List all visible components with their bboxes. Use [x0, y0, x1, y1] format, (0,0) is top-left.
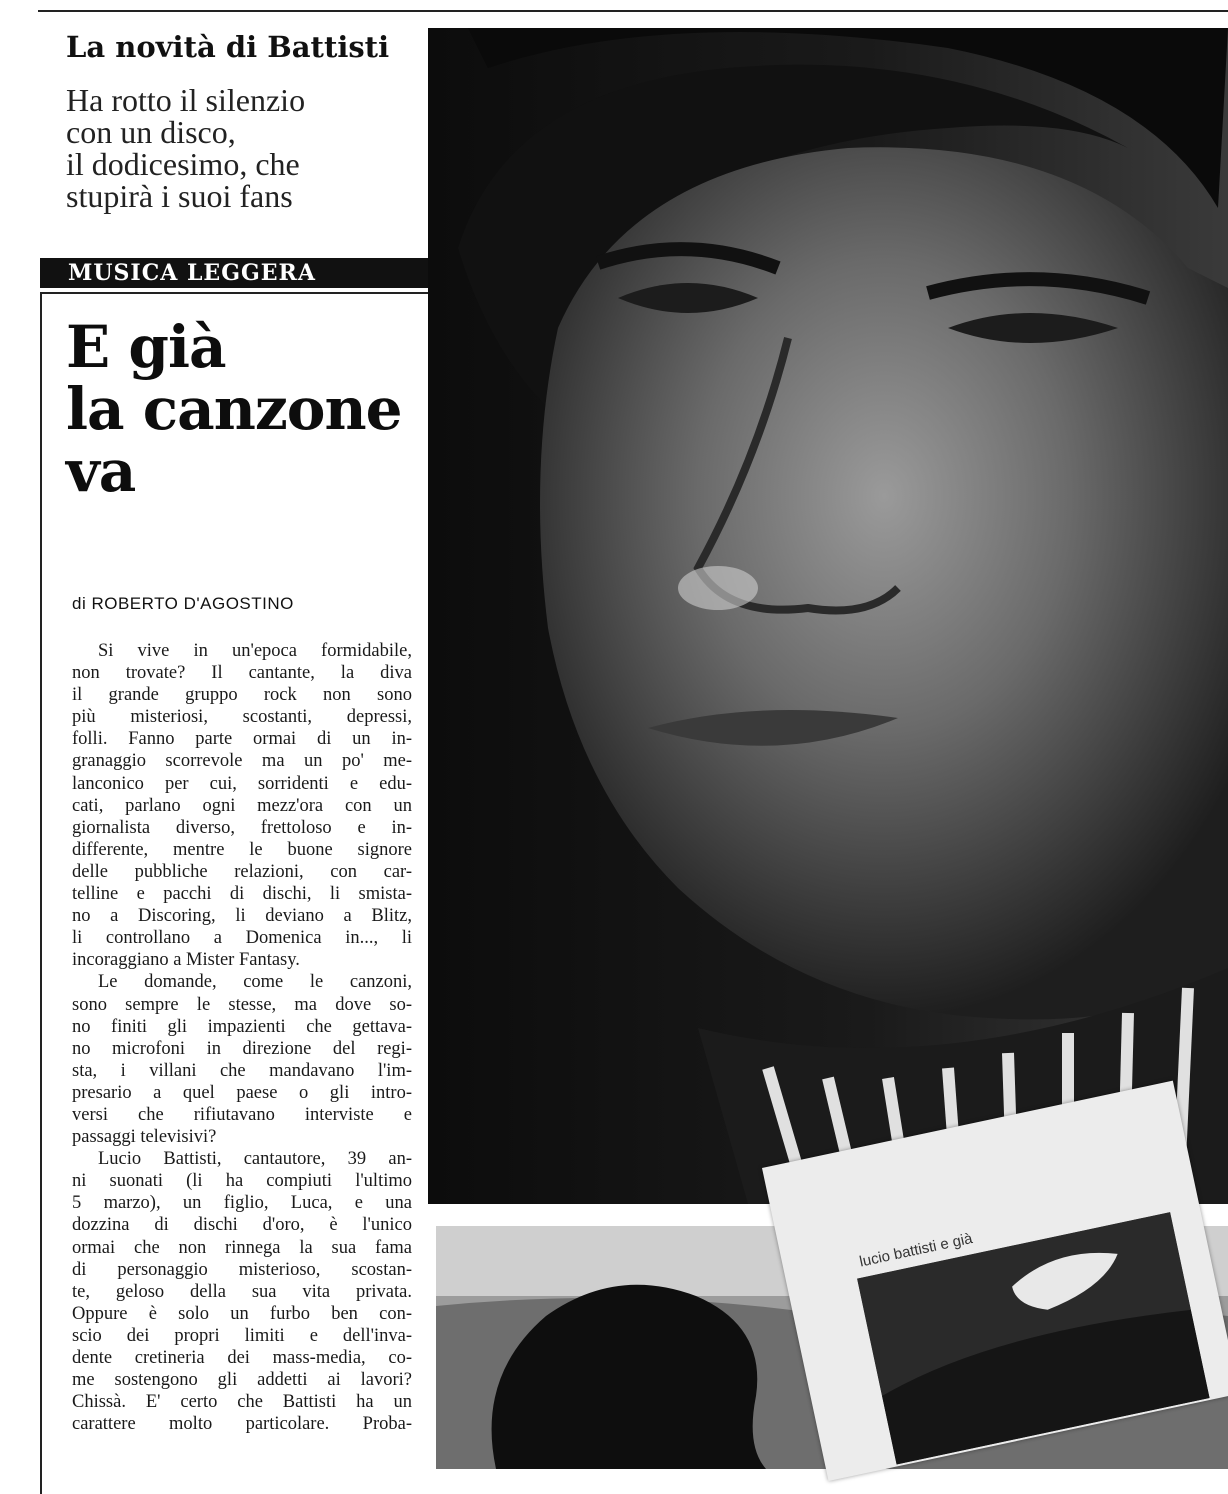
body-line: Lucio Battisti, cantautore, 39 an-: [98, 1149, 412, 1170]
body-line: giornalista diverso, frettoloso e in-: [72, 817, 412, 838]
section-label: MUSICA LEGGERA: [68, 260, 316, 286]
body-line: non trovate? Il cantante, la diva: [72, 663, 412, 684]
headline-line: la canzone: [66, 375, 402, 443]
body-line: carattere molto particolare. Proba-: [72, 1414, 412, 1435]
section-band: [40, 258, 428, 288]
body-line: il grande gruppo rock non sono: [72, 685, 412, 706]
portrait-photo: [428, 28, 1228, 1204]
portrait-illustration: [428, 28, 1228, 1204]
body-line: no a Discoring, li deviano a Blitz,: [72, 906, 412, 927]
body-line: no microfoni in direzione del regi-: [72, 1038, 412, 1059]
body-line: Si vive in un'epoca formidabile,: [98, 641, 412, 661]
subhead-line: stupirà i suoi fans: [66, 178, 293, 214]
body-line: ni suonati (li ha compiuti l'ultimo: [72, 1171, 412, 1192]
body-line: telline e pacchi di dischi, li smista-: [72, 884, 412, 905]
body-line: te, geloso della sua vita privata.: [72, 1281, 412, 1302]
kicker: La novità di Battisti: [66, 30, 390, 64]
article-body: [72, 640, 412, 1435]
body-line: Chissà. E' certo che Battisti ha un: [72, 1392, 412, 1413]
body-line: incoraggiano a Mister Fantasy.: [72, 950, 300, 971]
body-line: ormai che non rinnega la sua fama: [72, 1237, 412, 1258]
subhead-line: con un disco,: [66, 114, 236, 150]
body-line: più misteriosi, scostanti, depressi,: [72, 707, 412, 728]
body-line: granaggio scorrevole ma un po' me-: [72, 751, 412, 772]
body-line: lanconico per cui, sorridenti e edu-: [72, 773, 412, 794]
subhead-line: Ha rotto il silenzio: [66, 82, 306, 118]
body-line: differente, mentre le buone signore: [72, 839, 412, 860]
body-line: sta, i villani che mandavano l'im-: [72, 1060, 412, 1081]
subhead: [66, 84, 406, 212]
body-line: dente cretineria dei mass-media, co-: [72, 1348, 412, 1368]
body-line: 5 marzo), un figlio, Luca, e una: [72, 1193, 412, 1214]
body-line: folli. Fanno parte ormai di un in-: [72, 729, 412, 750]
headline: [66, 313, 426, 505]
body-line: passaggi televisivi?: [72, 1127, 217, 1148]
body-line: dozzina di dischi d'oro, è l'unico: [72, 1215, 412, 1236]
album-title: lucio battisti e già: [857, 1230, 975, 1271]
body-line: di personaggio misterioso, scostan-: [72, 1259, 412, 1280]
body-line: no finiti gli impazienti che gettava-: [72, 1016, 412, 1037]
body-line: Le domande, come le canzoni,: [98, 972, 412, 993]
body-line: Oppure è solo un furbo ben con-: [72, 1303, 412, 1324]
body-line: versi che rifiutavano interviste e: [72, 1104, 412, 1125]
body-line: sono sempre le stesse, ma dove so-: [72, 994, 412, 1015]
subhead-line: il dodicesimo, che: [66, 146, 300, 182]
body-line: me sostengono gli addetti ai lavori?: [72, 1370, 412, 1391]
body-line: scio dei propri limiti e dell'inva-: [72, 1325, 412, 1346]
body-line: cati, parlano ogni mezz'ora con un: [72, 795, 412, 816]
body-line: li controllano a Domenica in..., li: [72, 928, 412, 949]
body-line: presario a quel paese o gli intro-: [72, 1082, 412, 1103]
headline-line: E già: [66, 313, 226, 381]
byline: di ROBERTO D'AGOSTINO: [72, 594, 294, 613]
top-rule: [38, 10, 1228, 12]
headline-line: va: [66, 437, 136, 505]
body-line: delle pubbliche relazioni, con car-: [72, 861, 412, 882]
